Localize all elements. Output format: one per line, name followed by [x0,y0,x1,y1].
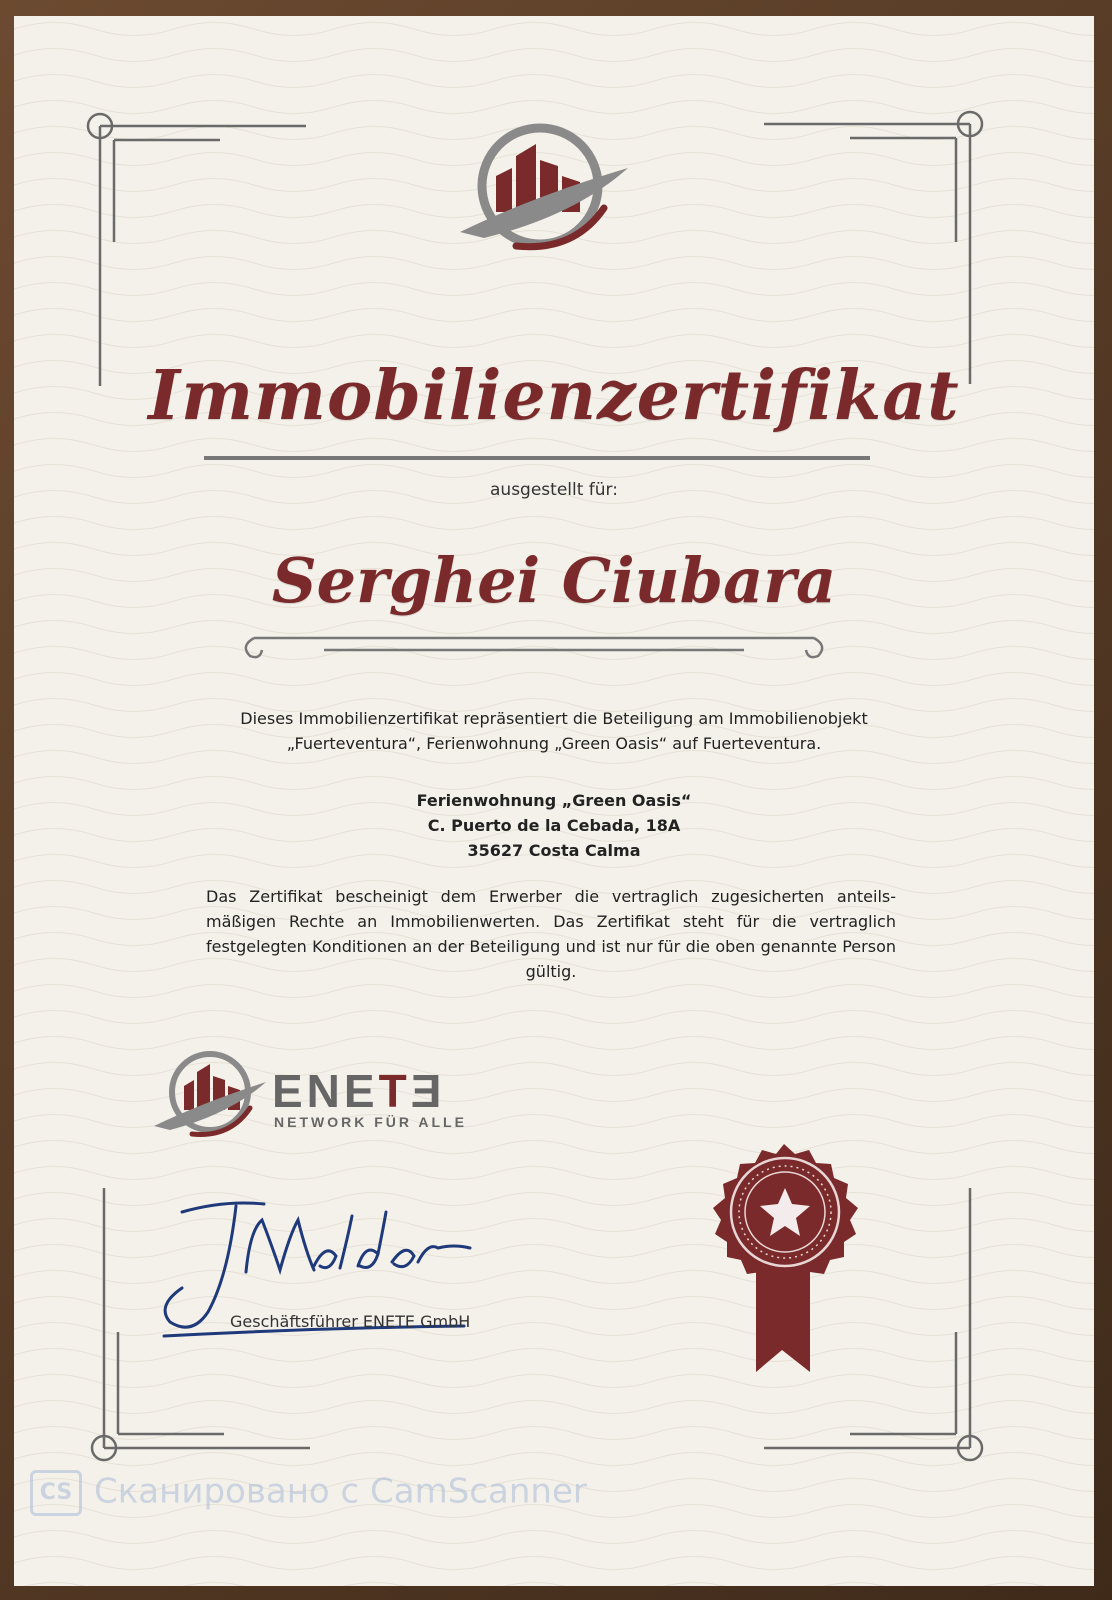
camscanner-badge-icon: CS [30,1470,82,1516]
recipient-name: Serghei Ciubara [271,544,837,617]
issued-for-label: ausgestellt für: [490,480,618,500]
property-address [14,788,1094,863]
address-line-1: Ferienwohnung „Green Oasis“ [416,791,692,810]
brand-name-part-1: ENE [272,1065,379,1117]
certificate-paper [14,16,1094,1586]
watermark-text: Сканировано с CamScanner [94,1471,587,1512]
address-line-3: 35627 Costa Calma [467,841,641,860]
brand-name-part-3: Ǝ [410,1065,446,1117]
certificate-description [204,706,904,756]
address-line-2: C. Puerto de la Cebada, 18A [427,816,681,835]
certificate-terms: Das Zertifikat bescheinigt dem Erwerber die vertraglich zugesicherten anteilsmäßigen Rechte an Immobilienwerten. Das Zertifikat steht für die vertraglich festgelegten Konditionen an der Beteiligung und ist nur für die oben genannte Person gültig. [206,887,896,981]
brand-name-part-2: T [378,1065,411,1117]
certificate-title: Immobilienzertifikat [148,356,960,436]
brand-tagline: NETWORK FÜR ALLE [274,1114,467,1130]
description-line-2: „Fuerteventura“, Ferienwohnung „Green Oasis“ auf Fuerteventura. [286,734,822,753]
signature-caption: Geschäftsführer ENETE GmbH [230,1312,471,1331]
camscanner-watermark [30,1470,587,1516]
description-line-1: Dieses Immobilienzertifikat repräsentiert die Beteiligung am Immobilienobjekt [240,709,868,728]
brand-wordmark [272,1064,445,1118]
